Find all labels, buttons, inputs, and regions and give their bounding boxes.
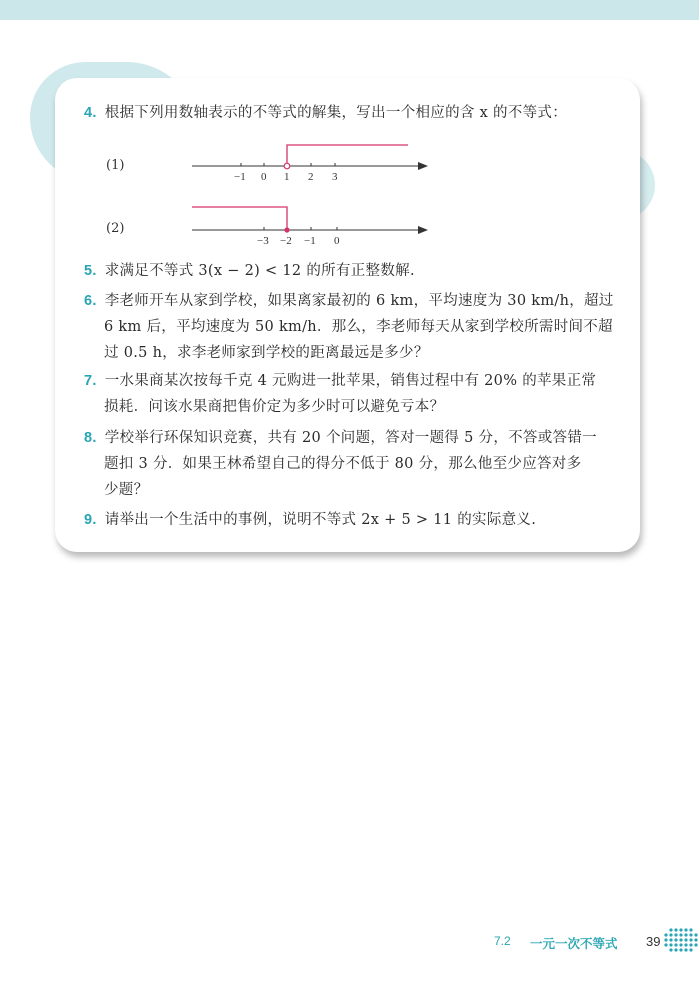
page-number: 39 — [646, 934, 661, 949]
problem-text: 6 km 后，平均速度为 50 km/h．那么，李老师每天从家到学校所需时间不超 — [104, 319, 613, 335]
number-line-1-label: (1) — [106, 158, 125, 173]
tick-label: −3 — [257, 235, 269, 247]
number-line-2-label: (2) — [106, 221, 125, 236]
problem-text: 题扣 3 分．如果王林希望自己的得分不低于 80 分，那么他至少应答对多 — [104, 456, 582, 472]
tick-label: 0 — [334, 235, 340, 247]
problem-6 — [84, 288, 624, 366]
closed-point — [284, 227, 289, 232]
problem-text: 损耗．问该水果商把售价定为多少时可以避免亏本？ — [104, 399, 445, 415]
footer-section-number: 7.2 — [494, 934, 511, 948]
problem-number: 9. — [84, 512, 97, 528]
footer-section-title: 一元一次不等式 — [530, 937, 618, 951]
problem-4 — [84, 100, 624, 126]
problem-number: 7. — [84, 373, 97, 389]
problem-number: 5. — [84, 263, 97, 279]
problem-text: 过 0.5 h，求李老师家到学校的距离最远是多少？ — [104, 345, 429, 361]
axis-arrow — [418, 226, 428, 234]
decorative-dot-grid-icon — [662, 926, 698, 956]
problem-number: 6. — [84, 293, 97, 309]
problem-text: 学校举行环保知识竞赛，共有 20 个问题，答对一题得 5 分，不答或答错一 — [104, 430, 597, 446]
tick-label: 0 — [261, 171, 267, 183]
solution-ray — [192, 207, 287, 230]
problem-text: 请举出一个生活中的事例，说明不等式 2x + 5 > 11 的实际意义. — [104, 512, 537, 528]
open-point — [284, 163, 290, 169]
problem-text: 李老师开车从家到学校，如果离家最初的 6 km，平均速度为 30 km/h，超过 — [104, 293, 614, 309]
problem-text: 根据下列用数轴表示的不等式的解集，写出一个相应的含 x 的不等式： — [104, 105, 567, 121]
tick-label: −2 — [280, 235, 292, 247]
tick-label: −1 — [234, 171, 246, 183]
problem-5 — [84, 258, 624, 284]
problem-7 — [84, 368, 624, 420]
problem-number: 4. — [84, 105, 97, 121]
problem-number: 8. — [84, 430, 97, 446]
number-line-2 — [180, 197, 440, 252]
problem-8 — [84, 425, 624, 503]
problem-text: 一水果商某次按每千克 4 元购进一批苹果，销售过程中有 20% 的苹果正常 — [104, 373, 597, 389]
tick-label: 3 — [332, 171, 338, 183]
problem-text: 少题？ — [104, 482, 149, 498]
solution-ray — [287, 145, 408, 163]
number-line-1 — [180, 135, 440, 190]
axis-arrow — [418, 162, 428, 170]
problem-text: 求满足不等式 3(x − 2) < 12 的所有正整数解. — [104, 263, 415, 279]
tick-label: 1 — [284, 171, 290, 183]
top-color-band — [0, 0, 699, 20]
problem-9 — [84, 507, 624, 533]
tick-label: 2 — [308, 171, 314, 183]
tick-label: −1 — [304, 235, 316, 247]
